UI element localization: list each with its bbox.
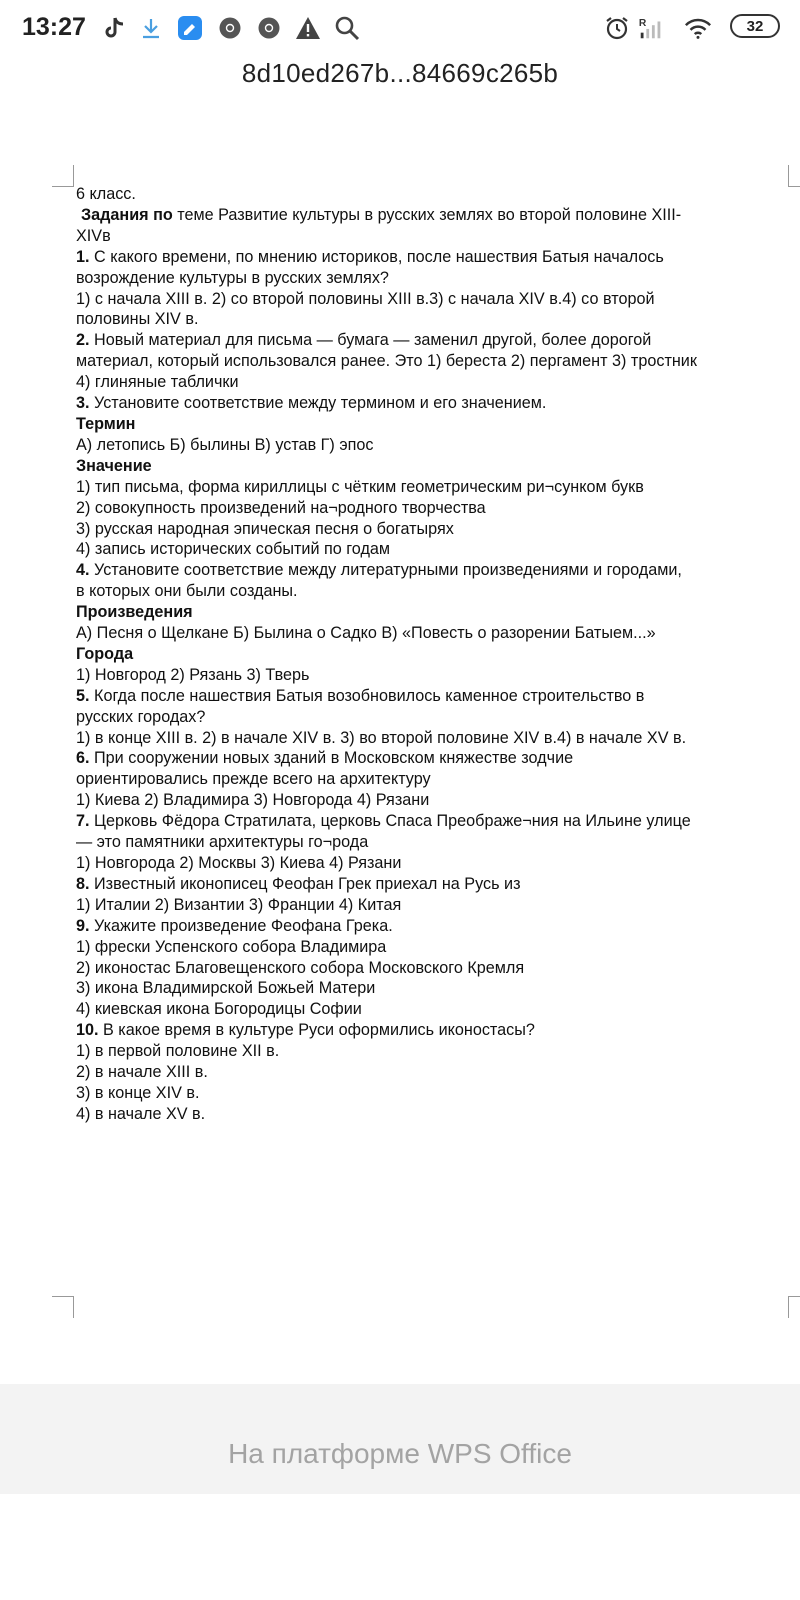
heading-line	[76, 205, 798, 226]
line-label: Города	[76, 644, 134, 663]
status-bar	[0, 0, 800, 56]
navigation-bar	[0, 1494, 800, 1600]
line-text: 1) Новгорода 2) Москвы 3) Киева 4) Рязани	[76, 854, 402, 872]
line-text: А) летопись Б) былины В) устав Г) эпос	[76, 435, 374, 454]
document-line	[76, 686, 798, 707]
line-text: 3) икона Владимирской Божьей Матери	[76, 979, 376, 998]
tiktok-icon	[100, 14, 128, 42]
document-line	[76, 644, 798, 665]
document-line	[76, 602, 798, 623]
line-text: 1) Киева 2) Владимира 3) Новгорода 4) Рязани	[76, 791, 430, 810]
line-text: русских городах?	[76, 707, 206, 726]
search-icon	[333, 14, 361, 42]
heading-bold: Задания по	[81, 205, 173, 224]
battery-indicator: 32	[730, 14, 780, 38]
line-text: Новый материал для письма — бумага — заменил другой, более дорогой	[89, 331, 652, 350]
line-label: 4.	[76, 561, 90, 580]
line-text: С какого времени, по мнению историков, после нашествия Батыя началось	[89, 247, 664, 266]
document-line	[76, 309, 798, 330]
line-text: 1) фрески Успенского собора Владимира	[76, 937, 387, 956]
document-line	[76, 560, 798, 581]
line-label: Произведения	[76, 603, 193, 622]
document-line	[76, 916, 798, 937]
document-line	[76, 978, 798, 999]
document-line	[76, 539, 798, 560]
document-line	[76, 853, 798, 874]
line-text: Укажите произведение Феофана Грека.	[89, 916, 393, 935]
line-text: 1) в первой половине XII в.	[76, 1042, 280, 1061]
document-line	[76, 1083, 798, 1104]
line-text: 2) иконостас Благовещенского собора Московского Кремля	[76, 958, 525, 977]
document-page[interactable]	[76, 184, 798, 1125]
download-icon	[137, 14, 165, 42]
document-line	[76, 351, 798, 372]
document-line	[76, 456, 798, 477]
line-label: 7.	[76, 812, 90, 831]
alarm-icon	[603, 14, 631, 42]
line-text: Известный иконописец Феофан Грек приехал на Русь из	[89, 874, 521, 893]
document-line	[76, 999, 798, 1020]
document-line	[76, 372, 798, 393]
document-line	[76, 247, 798, 268]
line-text: 1) Италии 2) Византии 3) Франции 4) Китая	[76, 895, 402, 914]
line-label: Значение	[76, 456, 152, 475]
document-title: 8d10ed267b...84669c265b	[241, 58, 559, 88]
page-corner-bottom-right	[788, 1296, 800, 1318]
document-line	[76, 895, 798, 916]
grade-line: 6 класс.	[76, 185, 136, 203]
line-text: 1) в конце XIII в. 2) в начале XIV в. 3) во второй половине XIV в.4) в начале XV в.	[76, 728, 687, 747]
chrome-icon	[255, 14, 283, 42]
line-text: 4) киевская икона Богородицы Софии	[76, 1000, 362, 1019]
line-text: 1) Новгород 2) Рязань 3) Тверь	[76, 665, 310, 684]
line-text: ориентировались прежде всего на архитектуру	[76, 770, 431, 789]
document-line	[76, 728, 798, 749]
line-label: 3.	[76, 394, 90, 413]
line-text: Церковь Фёдора Стратилата, церковь Спаса Преображе¬ния на Ильине улице	[89, 812, 691, 831]
chrome-icon	[216, 14, 244, 42]
document-line	[76, 790, 798, 811]
line-text: Установите соответствие между литературными произведениями и городами,	[89, 561, 682, 580]
line-text: возрождение культуры в русских землях?	[76, 268, 389, 287]
document-line	[76, 748, 798, 769]
document-line	[76, 330, 798, 351]
line-label: 6.	[76, 749, 90, 768]
line-text: материал, который использовался ранее. Это 1) береста 2) пергамент 3) тростник	[76, 352, 697, 371]
document-line	[76, 289, 798, 310]
wps-platform-text[interactable]: На платформе WPS Office	[228, 1438, 572, 1469]
line-text: в которых они были созданы.	[76, 582, 298, 601]
line-text: 4) в начале XV в.	[76, 1104, 206, 1123]
line-text: В какое время в культуре Руси оформились иконостасы?	[98, 1021, 535, 1040]
line-text: 3) русская народная эпическая песня о богатырях	[76, 519, 454, 538]
document-line	[76, 393, 798, 414]
line-label: 1.	[76, 247, 90, 266]
document-line	[76, 937, 798, 958]
document-line	[76, 1020, 798, 1041]
line-label: 2.	[76, 331, 90, 350]
svg-text:R: R	[638, 18, 647, 30]
document-line	[76, 811, 798, 832]
warning-icon	[294, 14, 322, 42]
line-text: 3) в конце XIV в.	[76, 1083, 200, 1102]
document-lines	[76, 247, 798, 1125]
line-text: 1) с начала XIII в. 2) со второй половины XIII в.3) с начала XIV в.4) со второй	[76, 289, 655, 308]
document-line	[76, 477, 798, 498]
document-line	[76, 1062, 798, 1083]
line-text: 4) глиняные таблички	[76, 373, 239, 392]
document-line	[76, 665, 798, 686]
document-line	[76, 769, 798, 790]
line-text: 1) тип письма, форма кириллицы с чётким геометрическим ри¬сунком букв	[76, 477, 644, 496]
document-line	[76, 519, 798, 540]
document-line	[76, 581, 798, 602]
wifi-icon	[684, 14, 712, 42]
line-text: Установите соответствие между термином и его значением.	[89, 394, 547, 413]
page-corner-bottom-left	[52, 1296, 74, 1318]
document-line	[76, 268, 798, 289]
heading-line-2: XIVв	[76, 226, 111, 245]
document-line	[76, 1104, 798, 1125]
line-text: половины XIV в.	[76, 310, 199, 329]
document-line	[76, 874, 798, 895]
line-text: 4) запись исторических событий по годам	[76, 540, 391, 559]
page-corner-top-left	[52, 165, 74, 187]
heading-rest: теме Развитие культуры в русских землях во второй половине XIII-	[172, 205, 682, 224]
line-label: 5.	[76, 686, 90, 705]
line-label: 10.	[76, 1021, 99, 1040]
line-label: Термин	[76, 414, 136, 433]
line-text: При сооружении новых зданий в Московском княжестве зодчие	[89, 749, 574, 768]
document-line	[76, 832, 798, 853]
document-line	[76, 1041, 798, 1062]
line-label: 8.	[76, 874, 90, 893]
document-line	[76, 707, 798, 728]
document-line	[76, 498, 798, 519]
document-line	[76, 958, 798, 979]
line-text: — это памятники архитектуры го¬рода	[76, 833, 369, 852]
line-text: А) Песня о Щелкане Б) Былина о Садко В) «Повесть о разорении Батыем...»	[76, 624, 656, 643]
app-icon	[176, 14, 204, 42]
line-text: 2) в начале XIII в.	[76, 1063, 208, 1082]
signal-icon	[637, 14, 665, 42]
document-line	[76, 414, 798, 435]
line-text: 2) совокупность произведений на¬родного творчества	[76, 498, 486, 517]
status-time: 13:27	[22, 13, 86, 41]
line-label: 9.	[76, 916, 90, 935]
line-text: Когда после нашествия Батыя возобновилось каменное строительство в	[89, 686, 645, 705]
document-line	[76, 435, 798, 456]
document-line	[76, 623, 798, 644]
